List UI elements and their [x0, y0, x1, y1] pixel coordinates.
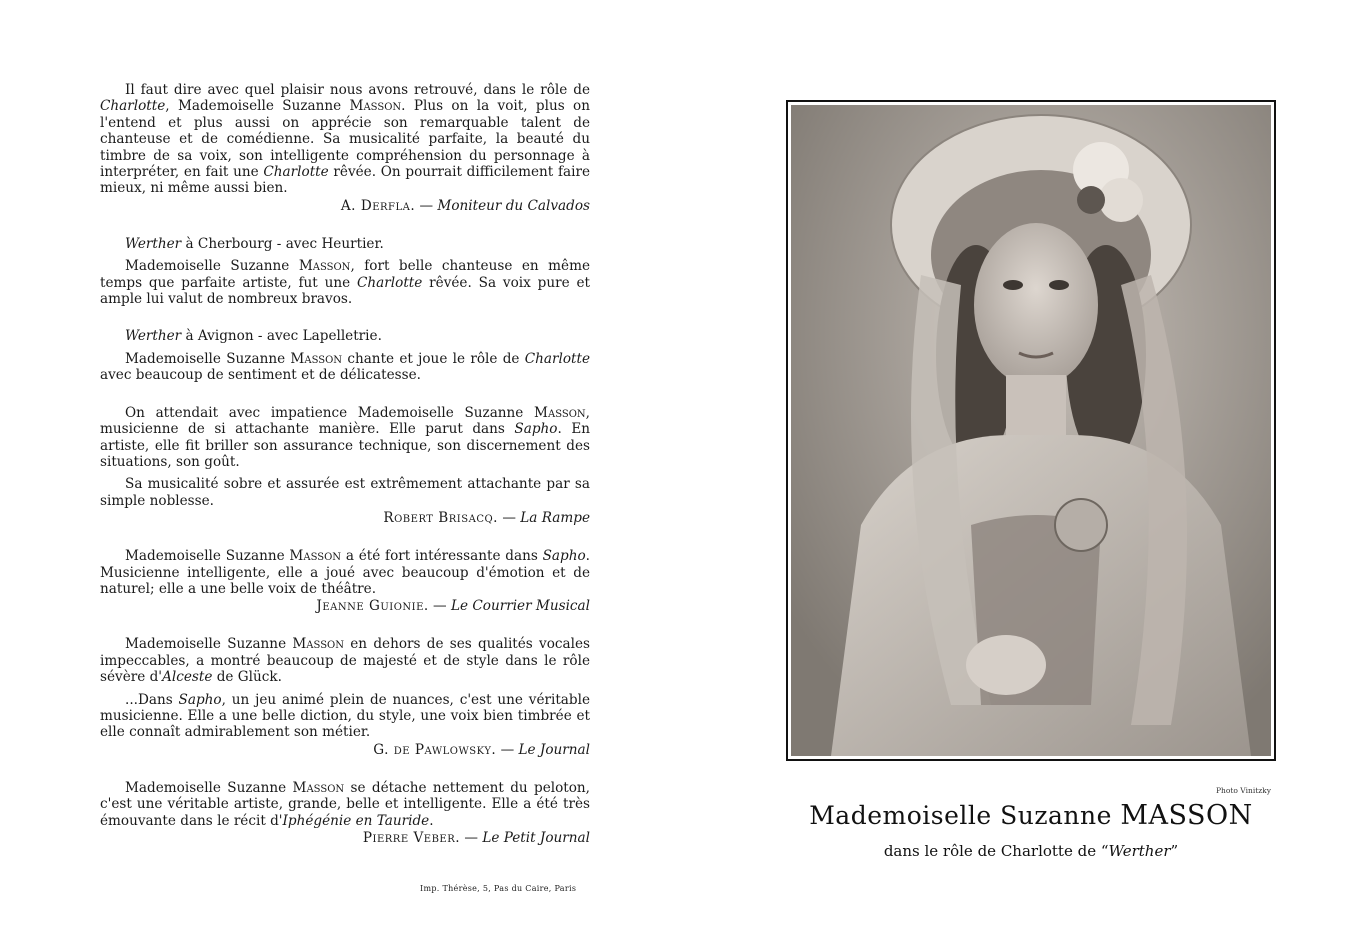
portrait-photo-frame [786, 100, 1276, 761]
review-3-heading: Werther à Avignon - avec Lapelletrie. [125, 328, 382, 345]
review-7-paragraph: Mademoiselle Suzanne Masson se détache nettement du peloton, c'est une véritable artiste, grande, belle et intelligente. Elle a été très émouvante dans le récit d'Iphégénie en Tauride. [100, 779, 591, 829]
review-7-signature: Pierre Veber. — Le Petit Journal [362, 830, 590, 846]
review-4-paragraph-2: Sa musicalité sobre et assurée est extrêmement attachante par sa simple noblesse. [100, 476, 590, 509]
caption-title: Mademoiselle Suzanne MASSON [809, 800, 1253, 831]
portrait-illustration [791, 105, 1271, 756]
review-6-signature: G. de Pawlowsky. — Le Journal [373, 741, 590, 758]
review-2-paragraph: Mademoiselle Suzanne Masson, fort belle chanteuse en même temps que parfaite artiste, fut une Charlotte rêvée. Sa voix pure et ample lui valut de nombreux bravos. [100, 258, 591, 308]
review-1-signature: A. Derfla. — Moniteur du Calvados [340, 197, 590, 214]
review-5-signature: Jeanne Guionie. — Le Courrier Musical [316, 598, 590, 615]
portrait-photo [791, 105, 1271, 756]
review-1-paragraph: Il faut dire avec quel plaisir nous avons retrouvé, dans le rôle de Charlotte, Mademoiselle Suzanne Masson. Plus on la voit, plus on l'entend et plus aussi on apprécie son remarquable talent de chanteuse et de comédienne. Sa musicalité parfaite, la beauté du timbre de sa voix, son intelligente compréhension du personnage à interpréter, en fait une Charlotte rêvée. On pourrait difficilement faire mieux, ni même aussi bien. [100, 82, 590, 197]
review-6-paragraph-2: ...Dans Sapho, un jeu animé plein de nuances, c'est une véritable musicienne. Elle a une belle diction, du style, une voix bien timbrée et elle connaît admirablement son métier. [100, 691, 591, 741]
photo-credit: Photo Vinitzky [1216, 786, 1271, 795]
review-3-paragraph: Mademoiselle Suzanne Masson chante et joue le rôle de Charlotte avec beaucoup de sentiment et de délicatesse. [100, 350, 590, 384]
review-2-heading: Werther à Cherbourg - avec Heurtier. [125, 235, 384, 252]
review-4-signature: Robert Brisacq. — La Rampe [383, 510, 590, 527]
review-5-paragraph: Mademoiselle Suzanne Masson a été fort intéressante dans Sapho. Musicienne intelligente, elle a joué avec beaucoup d'émotion et de naturel; elle a une belle voix de théâtre. [100, 548, 590, 597]
reviews-column [100, 82, 590, 847]
review-6-paragraph-1: Mademoiselle Suzanne Masson en dehors de ses qualités vocales impeccables, a montré beaucoup de majesté et de style dans le rôle sévère d'Alceste de Glück. [100, 636, 590, 686]
printer-imprint: Imp. Thérèse, 5, Pas du Caire, Paris [420, 884, 577, 893]
review-4-paragraph-1: On attendait avec impatience Mademoiselle Suzanne Masson, musicienne de si attachante manière. Elle parut dans Sapho. En artiste, elle fit briller son assurance technique, son discernement des situations, son goût. [100, 404, 590, 470]
caption-subtitle: dans le rôle de Charlotte de “Werther” [883, 842, 1179, 860]
